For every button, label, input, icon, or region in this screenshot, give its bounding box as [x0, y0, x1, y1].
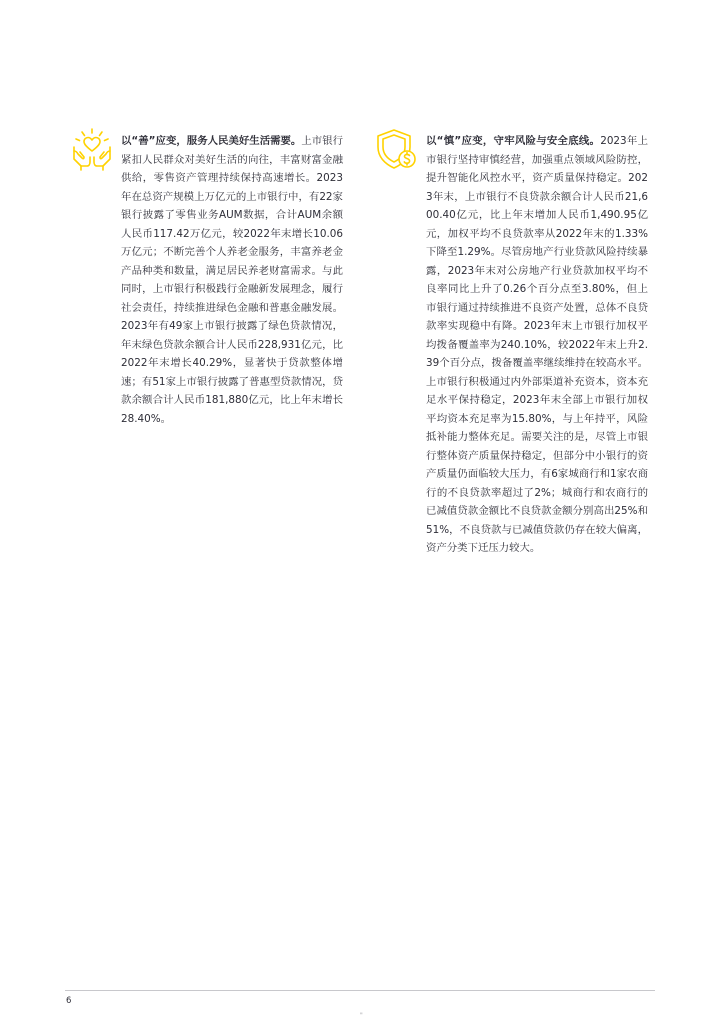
right-lead-heading: 以“慎”应变，守牢风险与安全底线。	[426, 135, 601, 147]
footer-mark: "	[360, 1012, 363, 1019]
right-text-block	[426, 132, 648, 558]
page-number: 6	[66, 996, 72, 1006]
footer-divider	[65, 990, 655, 991]
heart-hands-icon	[70, 127, 114, 171]
left-body-text: 上市银行紧扣人民群众对美好生活的向往，丰富财富金融供给，零售资产管理持续保持高速增长。2023年在总资产规模上万亿元的上市银行中，有22家银行披露了零售业务AUM数据，合计AUM余额人民币117.42万亿元，较2022年末增长10.06万亿元；不断完善个人养老金服务，丰富养老金产品种类和数量，满足居民养老财富需求。与此同时，上市银行积极践行金融新发展理念，履行社会责任，持续推进绿色金融和普惠金融发展。2023年有49家上市银行披露了绿色贷款情况，年末绿色贷款余额合计人民币228,931亿元，比2022年末增长40.29%，显著快于贷款整体增速；有51家上市银行披露了普惠型贷款情况，贷款余额合计人民币181,880亿元，比上年末增长28.40%。	[121, 135, 343, 425]
right-body-text: 2023年上市银行坚持审慎经营，加强重点领域风险防控，提升智能化风控水平，资产质量保持稳定。2023年末，上市银行不良贷款余额合计人民币21,600.40亿元，比上年末增加人民币1,490.95亿元，加权平均不良贷款率从2022年末的1.33%下降至1.29%。尽管房地产行业贷款风险持续暴露，2023年末对公房地产行业贷款加权平均不良率同比上升了0.26个百分点至3.80%，但上市银行通过持续推进不良资产处置，总体不良贷款率实现稳中有降。2023年末上市银行加权平均拨备覆盖率为240.10%，较2022年末上升2.39个百分点，拨备覆盖率继续维持在较高水平。上市银行积极通过内外部渠道补充资本，资本充足水平保持稳定，2023年末全部上市银行加权平均资本充足率为15.80%，与上年持平，风险抵补能力整体充足。需要关注的是，尽管上市银行整体资产质量保持稳定，但部分中小银行的资产质量仍面临较大压力，有6家城商行和1家农商行的不良贷款率超过了2%；城商行和农商行的已减值贷款金额比不良贷款金额分别高出25%和51%，不良贷款与已减值贷款仍存在较大偏离，资产分类下迁压力较大。	[426, 135, 648, 554]
left-text-block	[121, 132, 343, 428]
left-lead-heading: 以“善”应变，服务人民美好生活需要。	[121, 135, 302, 147]
shield-dollar-icon	[374, 127, 418, 171]
